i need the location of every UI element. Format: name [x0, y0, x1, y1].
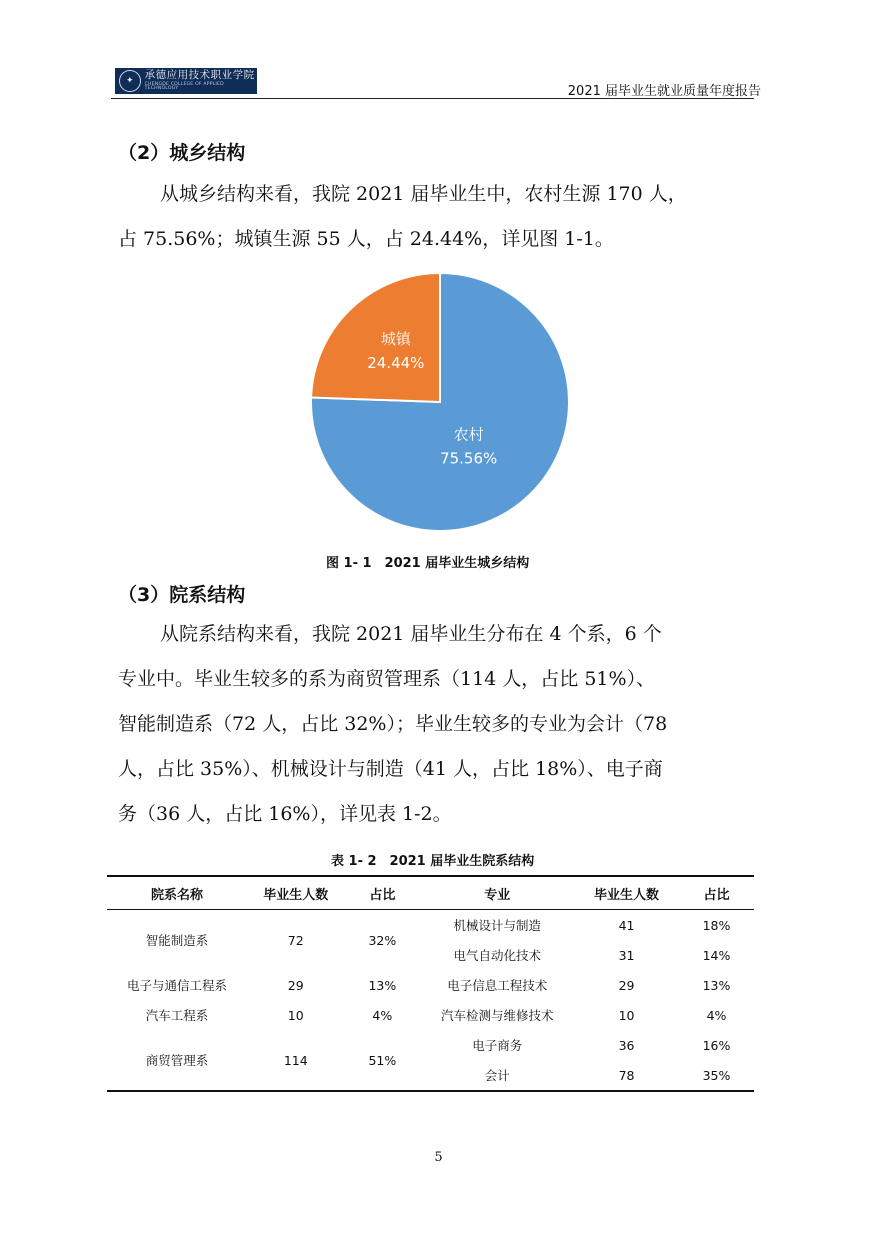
major-pct: 16% [702, 1037, 731, 1053]
major-pct: 4% [706, 1007, 727, 1023]
report-title: 2021 届毕业生就业质量年度报告 [567, 84, 761, 99]
department-table [107, 875, 754, 1092]
department-pct: 32% [368, 932, 397, 948]
major-name: 电子商务 [472, 1038, 523, 1053]
college-seal-icon: ✦ [119, 70, 141, 92]
college-logo [115, 68, 257, 94]
logo-text-en: CHENGDE COLLEGE OF APPLIED TECHNOLOGY [144, 81, 224, 92]
pie-slice-urban [311, 273, 440, 402]
paragraph-line: 从院系结构来看，我院 2021 届毕业生分布在 4 个系，6 个 [160, 623, 662, 645]
section-heading-department: （3）院系结构 [118, 584, 246, 606]
department-name: 电子与通信工程系 [127, 978, 228, 993]
header-divider [111, 98, 754, 99]
paragraph-department [118, 612, 763, 837]
paragraph-line: 从城乡结构来看，我院 2021 届毕业生中，农村生源 170 人， [160, 183, 687, 205]
pie-value-label: 24.44% [367, 354, 425, 373]
table-header-row [107, 876, 754, 910]
major-count: 31 [618, 947, 635, 963]
department-name: 智能制造系 [145, 933, 209, 948]
table-row [107, 970, 754, 1000]
paragraph-urban-rural [118, 172, 763, 262]
column-header: 毕业生人数 [247, 876, 344, 910]
urban-rural-pie-chart [300, 270, 580, 540]
major-pct: 14% [702, 947, 731, 963]
table-row [107, 1030, 754, 1060]
column-header: 专业 [420, 876, 574, 910]
column-header: 毕业生人数 [574, 876, 679, 910]
major-name: 会计 [420, 1060, 574, 1091]
column-header: 占比 [344, 876, 420, 910]
department-name: 商贸管理系 [107, 1030, 247, 1091]
major-pct: 18% [702, 917, 731, 933]
paragraph-line: 占 75.56%；城镇生源 55 人，占 24.44%，详见图 1-1。 [118, 228, 614, 250]
major-pct: 13% [702, 977, 731, 993]
department-count: 29 [287, 977, 304, 993]
major-count: 10 [618, 1007, 635, 1023]
major-name: 电子信息工程技术 [447, 978, 548, 993]
major-name: 汽车检测与维修技术 [440, 1008, 554, 1023]
major-count: 36 [618, 1037, 635, 1053]
major-count: 78 [574, 1060, 679, 1091]
column-header: 占比 [679, 876, 754, 910]
department-count: 10 [287, 1007, 304, 1023]
paragraph-line: 智能制造系（72 人，占比 32%）；毕业生较多的专业为会计（78 [118, 713, 668, 735]
pie-value-label: 75.56% [440, 449, 498, 468]
major-count: 29 [618, 977, 635, 993]
column-header: 院系名称 [107, 876, 247, 910]
logo-text-cn: 承德应用技术职业学院 [144, 69, 255, 82]
department-count: 114 [247, 1030, 344, 1091]
major-pct: 35% [679, 1060, 754, 1091]
major-count: 41 [618, 917, 635, 933]
major-name: 机械设计与制造 [453, 918, 541, 933]
paragraph-line: 专业中。毕业生较多的系为商贸管理系（114 人，占比 51%）、 [118, 668, 656, 690]
section-heading-urban-rural: （2）城乡结构 [118, 142, 246, 164]
pie-label: 农村 [453, 425, 484, 444]
department-pct: 51% [344, 1030, 420, 1091]
department-count: 72 [287, 932, 304, 948]
paragraph-line: 人，占比 35%）、机械设计与制造（41 人，占比 18%）、电子商 [118, 758, 663, 780]
table-row [107, 1000, 754, 1030]
department-name: 汽车工程系 [145, 1008, 209, 1023]
department-pct: 13% [368, 977, 397, 993]
page-number: 5 [434, 1150, 443, 1165]
department-pct: 4% [372, 1007, 393, 1023]
major-name: 电气自动化技术 [453, 948, 541, 963]
paragraph-line: 务（36 人，占比 16%），详见表 1-2。 [118, 803, 452, 825]
table-caption: 表 1- 2 2021 届毕业生院系结构 [331, 854, 535, 869]
table-row [107, 910, 754, 941]
pie-label: 城镇 [380, 330, 411, 349]
figure-caption: 图 1- 1 2021 届毕业生城乡结构 [326, 556, 530, 571]
